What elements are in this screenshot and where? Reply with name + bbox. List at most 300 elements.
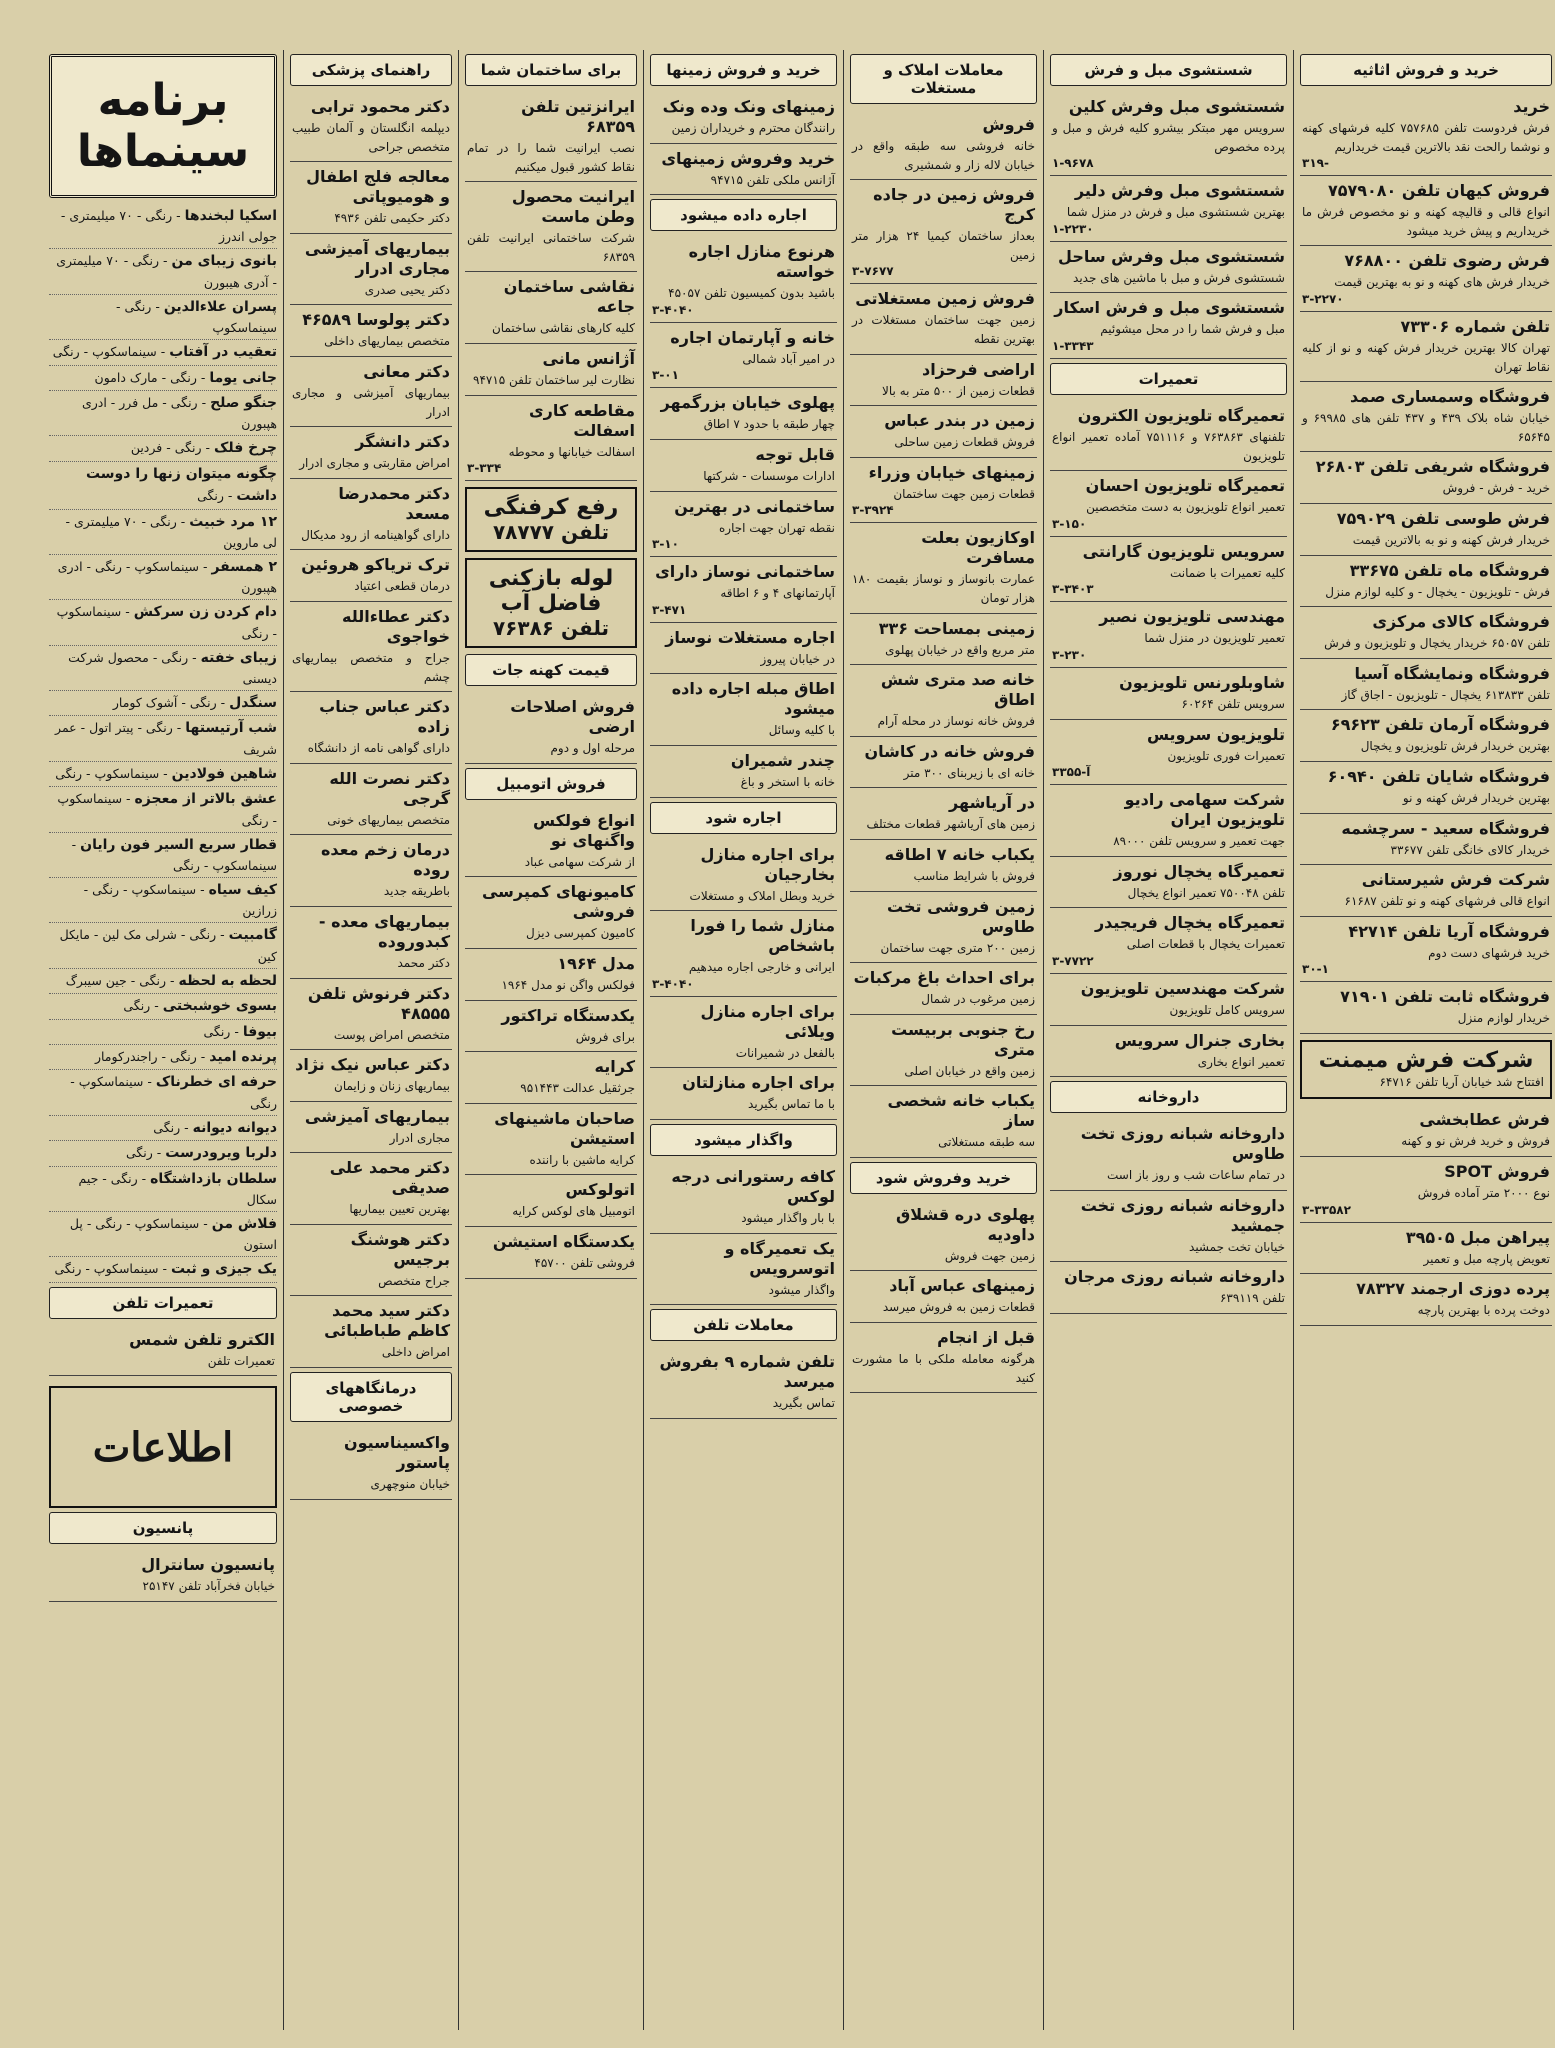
ad-title: دکتر محمد علی صدیقی [329,1158,450,1198]
ad-code: ۳-۲۲۷۰ [1302,291,1344,306]
classified-ad [1050,668,1287,720]
ad-text: زمین جهت فروش [944,1248,1035,1263]
ad-title: فرش رضوی تلفن ۷۶۸۸۰۰ [1344,251,1550,271]
framed-ad-tel: تلفن ۷۶۳۸۶ [492,616,610,641]
classified-ad [650,1234,837,1306]
ad-title: تلویزیون سرویس [1146,724,1285,744]
section-header: معاملات املاک و مستغلات [850,54,1037,104]
film-details: رنگی - ۷۰ میلیمتری - جولی اندرز [60,208,277,245]
ad-title: دکتر عباس جناب زاده [319,697,450,737]
ad-text: خیابان شاه بلاک ۴۳۹ و ۴۳۷ تلفن های ۶۹۹۸۵ و ۶۵۶۴۵ [1302,411,1551,444]
ad-title: شرکت فرش شیرستانی [1361,870,1550,890]
cinema-listing: بیوفا - رنگی [49,1020,277,1045]
ad-title: شاوبلورنس تلویزیون [1119,672,1285,692]
ad-title: برای اجاره منازل بخارجیان [700,844,835,884]
ad-title: برای اجاره منازل ویلائی [700,1001,835,1041]
ad-text: جرثقیل عدالت ۹۵۱۴۴۳ [520,1081,635,1096]
ad-text: کلیه تعمیرات با ضمانت [1169,565,1285,580]
classified-ad [1050,537,1287,603]
classified-ad [1050,1026,1287,1078]
film-details: رنگی [203,1023,231,1039]
film-title: دام کردن زن سرکش [133,604,277,621]
cinema-listing: چرخ فلک - رنگی - فردین [49,436,277,461]
ad-title: یکدستگاه استیشن [492,1231,635,1251]
film-details: رنگی - محصول شرکت دیسنی [68,649,277,687]
ad-text: در امیر آباد شمالی [742,351,835,366]
film-title: قطار سریع السیر فون رایان [80,836,277,853]
ad-title: زمین فروشی تخت طاوس [887,896,1035,936]
film-details: رنگی - آشوک کومار [112,695,217,711]
cinema-listing: ۲ همسفر - سینماسکوپ - رنگی - ادری هپبورن [49,555,277,600]
cinema-listing: لحظه به لحظه - رنگی - جین سیبرگ [49,969,277,994]
newspaper-logo [49,1386,277,1508]
classified-ad [465,1175,637,1227]
ad-text: تعمیر تلویزیون در منزل شما [1144,631,1285,646]
classified-ad [650,1162,837,1234]
ad-title: یک تعمیرگاه و اتوسرویس [724,1238,835,1278]
ad-text: دکتر محمد [397,955,450,970]
ad-text: برای فروش [575,1029,635,1044]
ad-text: دارای گواهی نامه از دانشگاه [307,741,450,756]
classified-ad [1050,785,1287,857]
framed-ad-title: رفع کرفنگی [483,495,619,521]
ad-text: فروشی تلفن ۴۵۷۰۰ [534,1255,635,1270]
classified-ad [1050,242,1287,294]
ad-title: شرکت سهامی رادیو تلویزیون ایران [1124,790,1285,830]
ad-text: اتومبیل های لوکس کرایه [512,1204,635,1219]
classified-ad [650,92,837,144]
framed-ad-tel: تلفن ۷۸۷۷۷ [492,520,610,545]
ad-title: فروشگاه آریا تلفن ۴۲۷۱۴ [1348,921,1550,941]
cinema-listing: شب آرتیستها - رنگی - پیتر اتول - عمر شریف [49,716,277,761]
ad-text: بیماریهای زنان و زایمان [334,1079,450,1094]
ad-code: ۳-۲۳۰ [1052,647,1087,662]
film-title: سلطان بازداشتگاه [150,1170,277,1187]
cinema-listing: عشق بالاتر از معجزه - سینماسکوپ - رنگی [49,787,277,832]
ad-text: متر مربع واقع در خیابان پهلوی [885,642,1035,657]
section-subheader: فروش اتومبیل [465,768,637,800]
column-buy-sell [1293,50,1555,2030]
ad-title: تعمیرگاه تلویزیون الکترون [1077,405,1285,425]
classified-ad [465,92,637,182]
classified-ad [290,234,452,306]
ad-text: دوخت پرده با بهترین پارچه [1417,1303,1550,1318]
classified-ad [650,144,837,196]
ad-text: خانه با استخر و باغ [740,774,835,789]
ad-title: ساختمانی نوساز دارای [655,562,835,582]
classified-ad [1050,176,1287,242]
ad-title: تعمیرگاه یخچال فریجیدر [1094,913,1285,933]
ad-title: ساختمانی در بهترین [674,496,835,516]
classified-ad [1050,92,1287,176]
classified-ad [1050,720,1287,786]
ad-text: خرید فرشهای دست دوم [1428,945,1550,960]
ad-text: عمارت بانوساز و نوساز بقیمت ۱۸۰ هزار تومان [852,572,1035,605]
ad-text: شستشوی فرش و مبل با ماشین های جدید [1073,270,1285,285]
ad-text: فروش خانه نوساز در محله آرام [877,714,1035,729]
film-details: رنگی [125,1145,153,1161]
classified-ad [1050,908,1287,974]
classified-ad [290,907,452,979]
ad-title: اتولوکس [565,1180,635,1200]
ad-text: زمین مرغوب در شمال [921,992,1035,1007]
ad-text: تعویض پارچه مبل و تعمیر [1423,1251,1550,1266]
ad-text: تماس بگیرید [772,1396,835,1411]
film-details: رنگی - جیم سکال [78,1170,277,1207]
ad-title: شرکت مهندسین تلویزیون [1080,978,1285,998]
film-details: سینماسکوپ - رنگی - پل استون [69,1215,277,1253]
ad-text: نظارت لیر ساختمان تلفن ۹۴۷۱۵ [473,372,635,387]
classified-ad [1300,659,1552,711]
ad-text: دکتر حکیمی تلفن ۴۹۳۶ [334,211,450,226]
film-details: رنگی - جین سیبرگ [65,972,167,988]
cinema-listing: شاهین فولادین - سینماسکوپ - رنگی [49,762,277,787]
classified-ad [850,737,1037,789]
ad-code: ۳-۷۶۷۷ [852,264,894,279]
ad-title: پیراهن مبل ۳۹۵۰۵ [1405,1227,1550,1247]
ad-title: دکتر عباس نیک نژاد [295,1055,450,1075]
film-details: رنگی [123,998,151,1014]
classified-ad [465,1052,637,1104]
ad-title: منازل شما را فورا باشخاص [690,916,835,956]
ad-title: فروشگاه کالای مرکزی [1372,612,1550,632]
ad-title: مدل ۱۹۶۴ [557,953,635,973]
classified-ad [1050,602,1287,668]
ad-title: فروش خانه در کاشان [864,741,1035,761]
classified-ad [465,182,637,272]
classified-ad [290,1296,452,1368]
ad-text: تهران کالا بهترین خریدار فرش کهنه و نو از کلیه نقاط تهران [1302,340,1550,374]
ad-title: یکباب خانه شخصی ساز [887,1091,1035,1131]
film-title: بیوفا [242,1023,277,1040]
ad-text: تلفن ۶۳۹۱۱۹ [1219,1291,1285,1306]
cinema-listing: دام کردن زن سرکش - سینماسکوپ - رنگی [49,600,277,645]
classified-ad [1050,401,1287,471]
film-details: رنگی - مارک دامون [94,369,197,385]
film-title: دلربا ویرودرست [165,1145,277,1162]
ad-title: زمینهای عباس آباد [889,1276,1035,1296]
classified-ad [1300,312,1552,382]
ad-code: ۳-۴۷۱ [652,602,687,617]
ad-text: خریدار لوازم منزل [1457,1011,1550,1026]
ad-text: ادارات موسسات - شرکتها [703,468,835,483]
logo-text: اطلاعات [92,1423,234,1471]
classified-ad [1050,471,1287,537]
section-subheader: اجاره شود [650,802,837,834]
section-header: خرید و فروش اثاثیه [1300,54,1552,86]
classified-ad [290,550,452,602]
framed-ad-2 [465,558,637,648]
ad-text: فرش - تلویزیون - یخچال - و کلیه لوازم منزل [1325,584,1550,599]
ad-text: شرکت ساختمانی ایرانیت تلفن ۶۸۳۵۹ [467,231,635,264]
ad-text: ایرانی و خارجی اجاره میدهیم [688,960,835,975]
ad-text: بیماریهای آمیزشی و مجاری ادرار [292,385,450,419]
cinema-listing: فلاش من - سینماسکوپ - رنگی - پل استون [49,1212,277,1257]
ad-text: باطریقه جدید [383,884,450,899]
film-title: دیوانه دیوانه [192,1119,277,1136]
ad-code: ۳-۱۵۰ [1052,516,1087,531]
ad-text: خرید - فرش - فروش [1442,481,1550,496]
ad-title: اوکازیون بعلت مسافرت [921,528,1035,568]
ad-title: فروش اصلاحات ارضی [510,697,635,737]
ad-text: فروش قطعات زمین ساحلی [894,435,1035,450]
classified-ad [465,344,637,396]
classified-ad [290,1050,452,1102]
cinema-listing: زیبای خفته - رنگی - محصول شرکت دیسنی [49,646,277,691]
ad-text: کرایه ماشین با راننده [529,1152,635,1167]
classified-ad [465,692,637,764]
ad-title: فروشگاه شریفی تلفن ۲۶۸۰۳ [1315,457,1550,477]
ad-text: با ما تماس بگیرید [748,1097,835,1112]
ad-code: ۳-۰۱ [652,368,679,383]
ad-code: ۳۳۵۵-آ [1052,765,1091,780]
ad-title: اطاق مبله اجاره داده میشود [671,679,835,719]
classified-ad [650,557,837,623]
film-details: سینماسکوپ - رنگی [70,1074,277,1111]
ad-text: تلفن ۶۵۰۵۷ خریدار یخچال و تلویزیون و فرش [1324,636,1550,651]
classified-ad [465,396,637,482]
classified-ad [290,427,452,479]
ad-title: داروخانه شبانه روزی تخت طاوس [1080,1124,1285,1164]
classified-ad [465,877,637,949]
column-cinema [43,50,283,2030]
film-title: ۲ همسفر [211,558,277,575]
classified-ad [1300,556,1552,608]
ad-title: دکتر فرنوش تلفن ۴۸۵۵۵ [307,983,450,1023]
film-title: چگونه میتوان زنها را دوست داشت [85,465,277,505]
classified-ad [290,602,452,692]
ad-title: فروش زمین مستغلاتی [855,289,1035,309]
ad-text: تلفن ۷۵۰۰۴۸ تعمیر انواع یخچال [1127,885,1285,900]
ad-text: خانه فروشی سه طبقه واقع در خیابان لاله زار و شمشیری [852,139,1035,172]
section-subheader: تعمیرات [1050,363,1287,395]
ad-title: پرده دوزی ارجمند ۷۸۳۲۷ [1356,1279,1550,1299]
classified-ad [1300,982,1552,1034]
classified-ad [1300,176,1552,246]
ad-title: اراضی فرحزاد [921,359,1035,379]
film-title: بانوی زیبای من [171,253,277,270]
classified-ad [290,1428,452,1500]
ad-title: برای اجاره منازلتان [682,1073,835,1093]
classified-ad [1300,814,1552,866]
ad-text: نقطه تهران جهت اجاره [719,520,835,535]
film-details: رنگی - پیتر اتول - عمر شریف [55,720,277,757]
classified-ad [1300,382,1552,452]
classified-ad [850,963,1037,1015]
film-title: چرخ فلک [214,440,277,457]
ad-text: قطعات زمین از ۵۰۰ متر به بالا [882,383,1035,398]
classified-ad [49,1550,277,1602]
classified-ad [850,1015,1037,1087]
cinema-listing: بانوی زیبای من - رنگی - ۷۰ میلیمتری - آدری هیبورن [49,249,277,294]
classified-ad [290,162,452,234]
ad-title: تعمیرگاه یخچال نوروز [1113,861,1285,881]
ad-text: خریدار فرش های کهنه و نو به بهترین قیمت [1334,275,1550,290]
ad-title: مقاطعه کاری اسفالت [529,400,635,440]
ad-title: دکتر عطاءالله خواجوی [342,606,450,646]
ad-title: دکتر سید محمد کاظم طباطبائی [324,1301,450,1341]
ad-title: ایرانزتین تلفن ۶۸۳۵۹ [521,97,635,136]
cinema-listing: بسوی خوشبختی - رنگی [49,994,277,1019]
ad-text: خانه ای با زیربنای ۳۰۰ متر [903,765,1035,780]
cinema-listing: اسکیا لبخندها - رنگی - ۷۰ میلیمتری - جولی اندرز [49,204,277,249]
column-construction-cars [458,50,643,2030]
ad-title: بیماریهای آمیزشی مجاری ادرار [304,238,450,278]
ad-title: زمینی بمساحت ۳۳۶ [878,618,1035,638]
ad-title: شستشوی مبل وفرش ساحل [1058,246,1285,266]
ad-text: مبل و فرش شما را در محل میشوئیم [1100,322,1285,337]
ad-title: تلفن شماره ۷۳۳۰۶ [1400,316,1550,336]
classified-ad [1050,974,1287,1026]
ad-text: تعمیرات تلفن [207,1353,275,1368]
classified-ad [850,1200,1037,1272]
ad-title: فروشگاه وسمساری صمد [1349,387,1550,407]
ad-text: بهترین خریدار فرش تلویزیون و یخچال [1360,739,1550,754]
ad-text: تعمیر انواع تلویزیون به دست متخصصین [1086,500,1285,515]
film-details: سینماسکوپ - رنگی [173,858,277,874]
newspaper-page [38,40,1555,2040]
ad-text: انواع قالی فرشهای کهنه و نو تلفن ۶۱۶۸۷ [1344,894,1550,909]
classified-ad [650,997,837,1069]
cinema-listing: جنگو صلح - رنگی - مل فرر - ادری هپبورن [49,391,277,436]
ad-text: سرویس تلفن ۶۰۲۶۴ [1181,696,1285,711]
ad-text: انواع قالی و قالیچه کهنه و نو مخصوص فرش ما خریداریم و پیش خرید میشود [1302,205,1550,238]
ad-code: ۳-۴۰۴۰ [652,302,694,317]
ad-text: جهت تعمیر و سرویس تلفن ۸۹۰۰۰ [1113,834,1285,849]
classified-ad [1300,1223,1552,1275]
film-title: زیبای خفته [200,649,277,666]
ad-text: دیپلمه انگلستان و آلمان طبیب متخصص جراحی [292,121,450,154]
classified-ad [650,492,837,558]
film-title: لحظه به لحظه [178,972,277,989]
classified-ad [650,388,837,440]
ad-text: فروش و خرید فرش نو و کهنه [1401,1134,1550,1149]
classified-ad [650,323,837,389]
cinema-listing: دلربا ویرودرست - رنگی [49,1141,277,1166]
classified-ad [1300,917,1552,983]
classified-ad [850,406,1037,458]
ad-code: ۱-۳۳۴۳ [1052,338,1094,353]
classified-ad [850,1086,1037,1158]
classified-ad [465,949,637,1001]
ad-text: قطعات زمین جهت ساختمان [893,486,1035,501]
film-title: ۱۲ مرد خبیث [189,513,277,530]
ad-title: معالجه فلج اطفال و هومیوپاتی [306,167,450,207]
ad-code: ۳-۳۴۰۳ [1052,582,1094,597]
ad-title: برای احداث باغ مرکبات [853,968,1035,988]
classified-ad [850,665,1037,737]
ad-title: دکتر هوشنگ برجیس [350,1229,450,1269]
ad-text: تلفنهای ۷۶۳۸۶۳ و ۷۵۱۱۱۶ آماده تعمیر انواع تلویزیون [1052,429,1285,463]
ad-title: تعمیرگاه تلویزیون احسان [1085,476,1285,496]
ad-title: پهلوی خیابان بزرگمهر [660,393,835,413]
classified-ad [1300,92,1552,176]
section-subheader: داروخانه [1050,1081,1287,1113]
ad-title: خانه صد متری شش اطاق [880,670,1035,710]
ad-text: در تمام ساعات شب و روز باز است [1106,1168,1285,1183]
ad-text: با بار واگذار میشود [741,1210,835,1225]
ad-text: تعمیر انواع بخاری [1197,1054,1285,1069]
ad-title: کافه رستورانی درجه لوکس [671,1166,835,1206]
classified-ad [850,614,1037,666]
cinema-listing: قطار سریع السیر فون رایان - سینماسکوپ - رنگی [49,833,277,878]
ad-title: دکتر دانشگر [355,432,450,452]
ad-title: زمینهای خیابان وزراء [868,462,1035,482]
column-furniture-repairs [1043,50,1293,2030]
ad-text: باشید بدون کمیسیون تلفن ۴۵۰۵۷ [668,286,835,301]
classified-ad [1300,710,1552,762]
film-title: گامبیت [228,927,277,944]
ad-code: ۳-۷۷۲۲ [1052,953,1094,968]
ad-title: فروش کیهان تلفن ۷۵۷۹۰۸۰ [1327,181,1550,201]
ad-text: بهترین خریدار فرش کهنه و نو [1402,790,1550,805]
film-details: رنگی - سینماسکوپ [116,298,277,336]
ad-title: فرش عطابخشی [1419,1110,1550,1130]
ad-title: یکدستگاه تراکتور [501,1005,635,1025]
film-title: کیف سیاه [208,882,277,899]
classified-ad [290,764,452,836]
ad-code: ۱-۹۶۷۸ [1052,156,1094,171]
cinema-listing: پسران علاءالدین - رنگی - سینماسکوپ [49,295,277,340]
classified-ad [290,1102,452,1154]
ad-text: نوع ۲۰۰۰ متر آماده فروش [1417,1186,1550,1201]
section-header: خرید و فروش زمینها [650,54,837,86]
ad-title: تلفن شماره ۹ بفروش میرسد [659,1352,835,1392]
cinema-listing: سنگدل - رنگی - آشوک کومار [49,691,277,716]
ad-text: خیابان منوچهری [370,1477,450,1492]
ad-title: قبل از انجام [937,1328,1035,1348]
classified-ad [465,1227,637,1279]
cinema-listing: حرفه ای خطرناک - سینماسکوپ - رنگی [49,1070,277,1115]
classified-ad [465,1104,637,1176]
column-rent [643,50,843,2030]
ad-title: بیماریهای آمیزشی [304,1106,450,1126]
cinema-listing: پرنده امید - رنگی - راجندرکومار [49,1045,277,1070]
classified-ad [1300,1157,1552,1223]
ad-text: جراح متخصص [378,1273,450,1288]
classified-ad [290,692,452,764]
ad-title: ایرانیت محصول وطن ماست [511,187,635,227]
cinema-listing: یک جیزی و ثبت - سینماسکوپ - رنگی [49,1257,277,1282]
ad-title: یکباب خانه ۷ اطاقه [884,844,1035,864]
section-subheader: اجاره داده میشود [650,199,837,231]
film-title: عشق بالاتر از معجزه [134,791,277,808]
section-subheader: واگذار میشود [650,1124,837,1156]
ad-title: مهندسی تلویزیون نصیر [1099,607,1285,627]
ad-text: دارای گواهینامه از رود مدیکال [301,527,450,542]
cinema-listing: تعقیب در آفتاب - سینماسکوپ - رنگی [49,340,277,365]
ad-title: فروشگاه ونمایشگاه آسیا [1354,663,1550,683]
film-details: رنگی [153,1119,181,1135]
classified-ad [290,479,452,551]
ad-text: سرویس مهر مبتکر بیشرو کلیه فرش و مبل و پرده مخصوص [1052,121,1285,154]
ad-title: فرش طوسی تلفن ۷۵۹۰۲۹ [1336,508,1550,528]
section-subheader: درمانگاههای خصوصی [290,1372,452,1422]
classified-ad [650,1347,837,1419]
classified-ad [850,840,1037,892]
classified-ad [1300,607,1552,659]
classified-ad [650,1068,837,1120]
ad-text: با کلیه وسائل [768,723,835,738]
ad-title: قابل توجه [755,444,835,464]
classified-ad [290,835,452,907]
column-doctors [283,50,458,2030]
ad-text: متخصص امراض پوست [333,1027,450,1042]
ad-text: فرش فردوست تلفن ۷۵۷۶۸۵ کلیه فرشهای کهنه و نوشما رالحت نقد بالاترین قیمت خریداریم [1302,121,1550,154]
ad-title: دکتر نصرت الله گرجی [329,768,450,808]
film-title: بسوی خوشبختی [162,998,277,1015]
ad-title: پانسیون سانترال [141,1555,275,1575]
